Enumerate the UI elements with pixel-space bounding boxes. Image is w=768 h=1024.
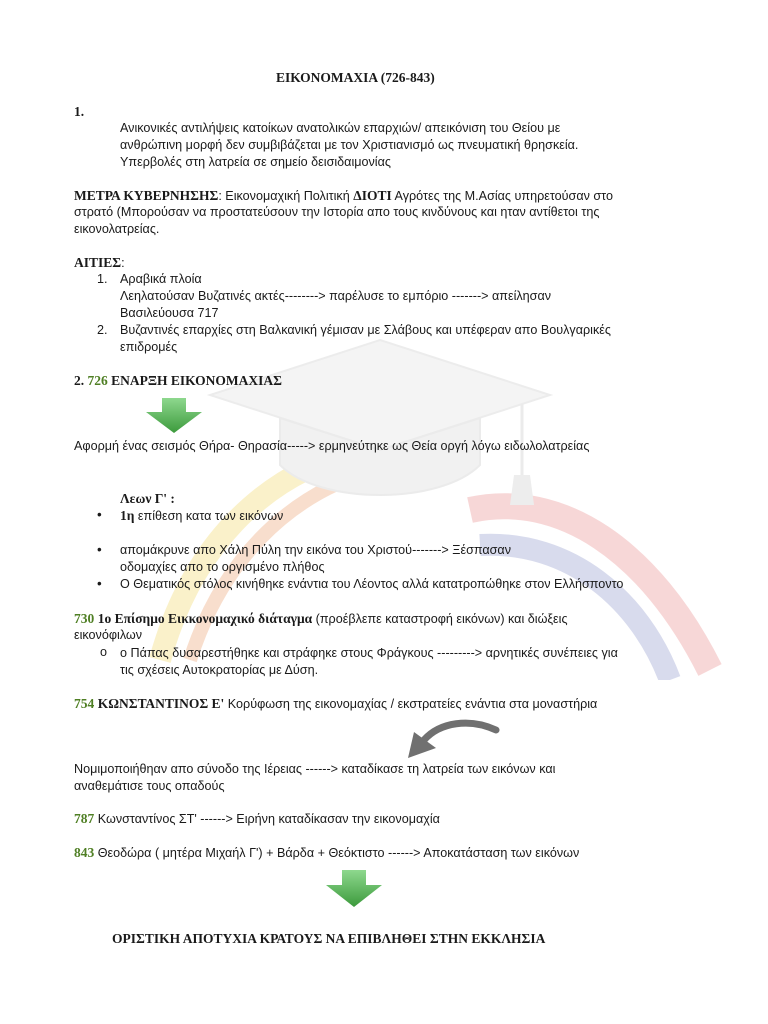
edict-text: (προέβλεπε καταστροφή εικόνων) και διώξεις — [312, 612, 568, 626]
year-754: 754 — [74, 696, 95, 711]
year-843: 843 — [74, 845, 95, 860]
section-1-number: 1. — [74, 104, 85, 119]
measures-line: εικονολατρείας. — [74, 222, 160, 236]
edict-sub-line: τις σχέσεις Αυτοκρατορίας με Δύση. — [120, 663, 319, 677]
cause-line: Βυζαντινές επαρχίες στη Βαλκανική γέμισαν με Σλάβους και υπέφεραν απο Βουλγαρικές — [120, 323, 611, 337]
edict-line — [74, 610, 568, 628]
cause-number: 2. — [97, 323, 108, 337]
cause-number: 1. — [97, 272, 108, 286]
edict-line: εικονόφιλων — [74, 628, 143, 642]
conclusion-heading: ΟΡΙΣΤΙΚΗ ΑΠΟΤΥΧΙΑ ΚΡΑΤΟΥΣ ΝΑ ΕΠΙΒΛΗΘΕΙ ΣΤΗΝ ΕΚΚΛΗΣΙΑ — [112, 931, 546, 946]
bullet-icon: • — [97, 507, 102, 522]
measures-label: ΜΕΤΡΑ ΚΥΒΕΡΝΗΣΗΣ — [74, 188, 219, 203]
causes-label: ΑΙΤΙΕΣ — [74, 255, 122, 270]
cause-line: Βασιλεύουσα 717 — [120, 306, 219, 320]
measures-colon: : — [218, 189, 222, 203]
konstantinos-line — [74, 695, 597, 713]
sub-bullet-icon: o — [100, 645, 108, 659]
section-2-number: 2. — [74, 373, 85, 388]
section-1-line: Ανικονικές αντιλήψεις κατοίκων ανατολικών επαρχιών/ απεικόνιση του Θείου με — [120, 121, 561, 135]
measures-text: Εικονομαχική Πολιτική — [221, 189, 354, 203]
leon-bullet — [120, 507, 283, 525]
synod-line: Νομιμοποιήθηαν απο σύνοδο της Ιέρειας ------> καταδίκασε τη λατρεία των εικόνων και — [74, 762, 556, 776]
year-787-line — [74, 810, 440, 828]
arrow-down-icon — [324, 870, 384, 908]
curved-arrow-icon — [400, 718, 500, 764]
konstantinos-name: ΚΩΝΣΤΑΝΤΙΝΟΣ Ε' — [97, 696, 225, 711]
year-726: 726 — [87, 373, 108, 388]
leon-heading: Λεων Γ' : — [120, 491, 175, 506]
section-1-line: ανθρώπινη μορφή δεν συμβιβάζεται με τον Χριστιανισμό ως πνευματική θρησκεία. — [120, 138, 579, 152]
bullet-icon: • — [97, 576, 102, 591]
leon-bullet: Ο Θεματικός στόλος κινήθηκε ενάντια του Λέοντος αλλά κατατροπώθηκε στον Ελλήσποντο — [120, 577, 624, 591]
causes-colon: : — [121, 256, 125, 270]
leon-bullet-bold: 1η — [120, 508, 135, 523]
year-787-text: Κωνσταντίνος ΣΤ' ------> Ειρήνη καταδίκασαν την εικονομαχία — [97, 812, 440, 826]
causes-heading — [74, 254, 125, 272]
konstantinos-text: Κορύφωση της εικονομαχίας / εκστρατείες ενάντια στα μοναστήρια — [224, 697, 598, 711]
year-787: 787 — [74, 811, 95, 826]
measures-paragraph — [74, 187, 613, 205]
trigger-text: Αφορμή ένας σεισμός Θήρα- Θηρασία-----> ερμηνεύτηκε ως Θεία οργή λόγω ειδωλολατρείας — [74, 439, 590, 453]
year-843-line — [74, 844, 579, 862]
section-2-title: ΕΝΑΡΞΗ ΕΙΚΟΝΟΜΑΧΙΑΣ — [111, 373, 282, 388]
cause-line: Αραβικά πλοία — [120, 272, 202, 286]
cause-line: Λεηλατούσαν Βυζατινές ακτές--------> παρέλυσε το εμπόριο -------> απείλησαν — [120, 289, 552, 303]
measures-line: στρατό (Μπορούσαν να προστατεύσουν την Ιστορία απο τους κινδύνους και ηταν αντίθετοι της — [74, 205, 600, 219]
section-2-heading — [74, 372, 282, 389]
bullet-icon: • — [97, 542, 102, 557]
edict-sub-line: ο Πάπας δυσαρεστήθηκε και στράφηκε στους Φράγκους ---------> αρνητικές συνέπειες για — [120, 646, 618, 660]
measures-text: Αγρότες της Μ.Ασίας υπηρετούσαν στο — [391, 189, 613, 203]
edict-title: 1ο Επίσημο Εικκονομαχικό διάταγμα — [97, 611, 313, 626]
arrow-down-icon — [144, 398, 204, 434]
section-1-line: Υπερβολές στη λατρεία σε σημείο δεισιδαιμονίας — [120, 155, 391, 169]
dioti-keyword: ΔΙΟΤΙ — [353, 188, 392, 203]
year-730: 730 — [74, 611, 95, 626]
page-title: ΕΙΚΟΝΟΜΑΧΙΑ (726-843) — [276, 70, 435, 85]
leon-bullet-text: επίθεση κατα των εικόνων — [134, 509, 284, 523]
cause-line: επιδρομές — [120, 340, 178, 354]
leon-bullet: απομάκρυνε απο Χάλη Πύλη την εικόνα του Χριστού-------> Ξέσπασαν — [120, 543, 511, 557]
year-843-text: Θεοδώρα ( μητέρα Μιχαήλ Γ') + Βάρδα + Θεόκτιστο ------> Αποκατάσταση των εικόνων — [97, 846, 580, 860]
leon-bullet-cont: οδομαχίες απο το οργισμένο πλήθος — [120, 560, 325, 574]
synod-line: αναθεμάτισε τους οπαδούς — [74, 779, 225, 793]
